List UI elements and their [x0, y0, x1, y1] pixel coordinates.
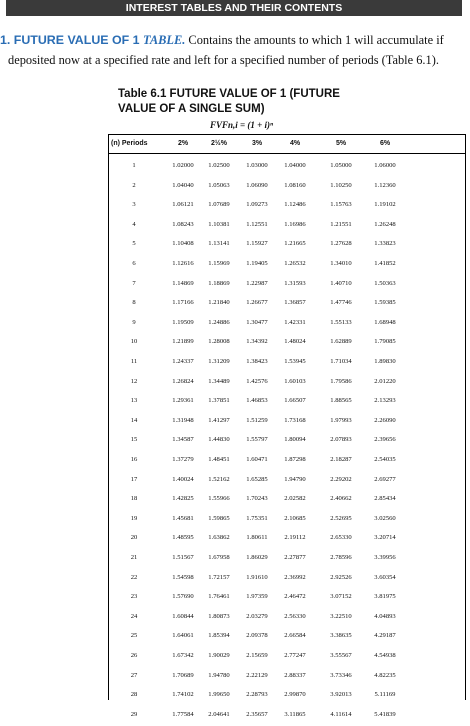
value-cell: 1.34010 — [330, 260, 352, 267]
value-cell: 1.10381 — [208, 220, 230, 228]
value-cell: 1.51259 — [246, 416, 268, 424]
period-cell: 19 — [130, 514, 138, 522]
value-cell: 1.57690 — [172, 593, 194, 601]
value-cell: 1.66507 — [284, 397, 306, 405]
table-row — [109, 314, 465, 334]
value-cell: 1.03000 — [246, 162, 268, 169]
period-cell: 9 — [132, 318, 136, 326]
value-cell: 3.55567 — [330, 652, 352, 659]
table-row — [109, 196, 465, 216]
value-cell: 1.08243 — [172, 220, 194, 228]
column-header: 4% — [289, 140, 301, 147]
value-cell: 1.40710 — [330, 279, 352, 287]
value-cell: 1.06121 — [172, 201, 194, 209]
value-cell: 2.28793 — [246, 691, 268, 699]
value-cell: 1.76461 — [208, 593, 230, 601]
period-cell: 27 — [130, 671, 138, 679]
section-heading-italic: TABLE. — [142, 33, 186, 47]
value-cell: 3.92013 — [330, 691, 352, 699]
period-cell: 24 — [130, 612, 138, 620]
value-cell: 1.37851 — [208, 397, 230, 405]
value-cell: 1.65285 — [246, 475, 268, 483]
value-cell: 1.42576 — [246, 377, 268, 385]
period-cell: 28 — [130, 691, 138, 699]
intro-text-1: Contains the amounts to which 1 will accumulate if — [185, 33, 444, 47]
table-row — [109, 392, 465, 412]
value-cell: 2.04641 — [208, 710, 230, 718]
table-row — [109, 373, 465, 393]
value-cell: 1.09273 — [246, 201, 268, 209]
value-cell: 2.22129 — [246, 671, 268, 679]
value-cell: 1.77584 — [172, 710, 194, 718]
value-cell: 1.72157 — [208, 573, 230, 581]
value-cell: 2.54035 — [374, 456, 396, 463]
value-cell: 2.03279 — [246, 612, 268, 620]
value-cell: 3.73346 — [330, 671, 352, 679]
value-cell: 1.42825 — [172, 495, 194, 503]
value-cell: 1.04040 — [172, 181, 194, 189]
period-cell: 15 — [130, 436, 138, 444]
value-cell: 1.15763 — [330, 201, 352, 209]
value-cell: 4.82235 — [374, 671, 396, 679]
value-cell: 1.12616 — [172, 260, 194, 267]
value-cell: 4.29187 — [374, 632, 396, 640]
table-row — [109, 686, 465, 706]
table-row — [109, 647, 465, 667]
value-cell: 1.31209 — [208, 358, 230, 365]
value-cell: 2.09378 — [246, 632, 268, 640]
value-cell: 1.60471 — [246, 456, 268, 463]
value-cell: 1.94790 — [284, 475, 306, 483]
value-cell: 1.14869 — [172, 279, 194, 287]
value-cell: 1.85394 — [208, 632, 230, 640]
value-cell: 2.85434 — [374, 495, 396, 503]
value-cell: 1.12551 — [246, 220, 268, 228]
formula: FVFn,i = (1 + i)ⁿ — [210, 120, 274, 130]
page-title: INTEREST TABLES AND THEIR CONTENTS — [125, 2, 343, 14]
value-cell: 1.59865 — [208, 514, 230, 522]
table-row — [109, 569, 465, 589]
value-cell: 1.05063 — [208, 181, 230, 189]
value-cell: 1.60844 — [172, 612, 194, 620]
period-cell: 4 — [132, 220, 136, 228]
value-cell: 1.55966 — [208, 495, 230, 503]
value-cell: 4.11614 — [330, 710, 352, 718]
value-cell: 1.67958 — [208, 554, 230, 561]
period-cell: 20 — [130, 534, 138, 542]
value-cell: 2.13293 — [374, 397, 396, 405]
value-cell: 1.41297 — [208, 416, 230, 424]
value-cell: 1.10408 — [172, 240, 194, 248]
value-cell: 1.48024 — [284, 338, 306, 346]
value-cell: 1.02500 — [208, 162, 230, 169]
value-cell: 1.86029 — [246, 554, 268, 561]
value-cell: 1.79586 — [330, 377, 352, 385]
value-cell: 1.26824 — [172, 377, 194, 385]
table-row — [109, 667, 465, 687]
column-header: 2½% — [211, 140, 227, 147]
value-cell: 1.15969 — [208, 260, 230, 267]
value-cell: 1.07689 — [208, 201, 230, 209]
value-cell: 1.19509 — [172, 318, 194, 326]
period-cell: 23 — [130, 593, 138, 601]
intro-line-1 — [0, 30, 470, 50]
value-cell: 2.46472 — [284, 593, 306, 601]
value-cell: 1.10250 — [330, 181, 352, 189]
column-header: 2% — [177, 140, 189, 147]
period-cell: 18 — [130, 495, 138, 503]
value-cell: 1.30477 — [246, 318, 268, 326]
value-cell: 3.07152 — [330, 593, 352, 601]
period-cell: 3 — [132, 201, 136, 209]
value-cell: 3.20714 — [374, 534, 396, 542]
value-cell: 1.46853 — [246, 397, 268, 405]
period-cell: 26 — [130, 652, 138, 659]
table-row — [109, 627, 465, 647]
table-row — [109, 333, 465, 353]
value-cell: 2.10685 — [284, 514, 306, 522]
value-cell: 1.99650 — [208, 691, 230, 699]
value-cell: 1.59385 — [374, 299, 396, 307]
value-cell: 1.33823 — [374, 240, 396, 248]
value-cell: 2.02582 — [284, 495, 306, 503]
value-cell: 1.97359 — [246, 593, 268, 601]
table-row — [109, 275, 465, 295]
table-row — [109, 608, 465, 628]
value-cell: 1.89830 — [374, 358, 396, 365]
table-row — [109, 588, 465, 608]
period-cell: 1 — [132, 162, 136, 169]
table-row — [109, 510, 465, 530]
value-cell: 2.66584 — [284, 632, 306, 640]
value-cell: 2.65330 — [330, 534, 352, 542]
value-cell: 2.35657 — [246, 710, 268, 718]
value-cell: 1.52162 — [208, 475, 230, 483]
value-cell: 1.80873 — [208, 612, 230, 620]
column-header: (n) Periods — [111, 140, 148, 147]
value-cell: 2.40662 — [330, 495, 352, 503]
value-cell: 1.02000 — [172, 162, 194, 169]
period-cell: 10 — [130, 338, 138, 346]
title-bar — [6, 0, 462, 16]
table-row — [109, 451, 465, 471]
value-cell: 1.45681 — [172, 514, 194, 522]
value-cell: 1.75351 — [246, 514, 268, 522]
intro-text-2: deposited now at a specified rate and left for a specified number of periods (Table 6.1). — [8, 53, 439, 67]
value-cell: 2.69277 — [374, 475, 396, 483]
value-cell: 1.70243 — [246, 495, 268, 503]
value-cell: 1.13141 — [208, 240, 230, 248]
value-cell: 1.51567 — [172, 554, 194, 561]
value-cell: 1.26248 — [374, 220, 396, 228]
value-cell: 1.63862 — [208, 534, 230, 542]
value-cell: 4.04893 — [374, 612, 396, 620]
value-cell: 2.19112 — [284, 534, 306, 542]
value-cell: 1.24337 — [172, 358, 194, 365]
period-cell: 2 — [132, 181, 136, 189]
value-cell: 1.68948 — [374, 318, 396, 326]
value-cell: 1.12486 — [284, 201, 306, 209]
value-cell: 1.80611 — [246, 534, 268, 542]
intro-paragraph — [0, 30, 470, 70]
value-cell: 1.41852 — [374, 260, 396, 267]
table-row — [109, 255, 465, 275]
value-cell: 1.55797 — [246, 436, 268, 444]
value-cell: 1.48451 — [208, 456, 230, 463]
period-cell: 11 — [130, 358, 138, 365]
value-cell: 2.29202 — [330, 475, 352, 483]
value-cell: 1.06000 — [374, 162, 396, 169]
value-cell: 1.71034 — [330, 358, 352, 365]
value-cell: 1.80094 — [284, 436, 306, 444]
value-cell: 5.11169 — [374, 691, 396, 699]
period-cell: 14 — [130, 416, 138, 424]
value-cell: 1.50363 — [374, 279, 396, 287]
value-cell: 1.48595 — [172, 534, 194, 542]
period-cell: 21 — [130, 554, 138, 561]
value-cell: 1.60103 — [284, 377, 306, 385]
value-cell: 1.97993 — [330, 416, 352, 424]
table-row — [109, 529, 465, 549]
value-cell: 1.08160 — [284, 181, 306, 189]
column-header: 5% — [335, 140, 347, 147]
value-cell: 2.27877 — [284, 554, 306, 561]
value-cell: 1.44830 — [208, 436, 230, 444]
value-cell: 1.26677 — [246, 299, 268, 307]
value-cell: 1.12360 — [374, 181, 396, 189]
table-caption-line-2: VALUE OF A SINGLE SUM) — [118, 103, 265, 115]
period-cell: 29 — [130, 710, 138, 718]
value-cell: 1.42331 — [284, 318, 306, 326]
value-cell: 1.73168 — [284, 416, 306, 424]
table-row — [109, 353, 465, 373]
value-cell: 2.56330 — [284, 612, 306, 620]
value-cell: 2.77247 — [284, 652, 306, 659]
value-cell: 4.54938 — [374, 652, 396, 659]
value-cell: 3.39956 — [374, 554, 396, 561]
value-cell: 2.36992 — [284, 573, 306, 581]
value-cell: 2.26090 — [374, 416, 396, 424]
value-cell: 1.67342 — [172, 652, 194, 659]
value-cell: 1.24886 — [208, 318, 230, 326]
value-cell: 1.47746 — [330, 299, 352, 307]
value-cell: 1.34587 — [172, 436, 194, 444]
table-row — [109, 235, 465, 255]
period-cell: 7 — [132, 279, 136, 287]
table-header-row — [109, 138, 465, 154]
value-cell: 2.52695 — [330, 514, 352, 522]
table-row — [109, 549, 465, 569]
value-cell: 2.92526 — [330, 573, 352, 581]
value-cell: 1.06090 — [246, 181, 268, 189]
value-cell: 2.01220 — [374, 377, 396, 385]
value-cell: 1.19102 — [374, 201, 396, 209]
value-cell: 2.39656 — [374, 436, 396, 444]
value-cell: 1.54598 — [172, 573, 194, 581]
table-row — [109, 294, 465, 314]
period-cell: 16 — [130, 456, 138, 463]
value-cell: 3.02560 — [374, 514, 396, 522]
period-cell: 12 — [130, 377, 138, 385]
table-row — [109, 471, 465, 491]
value-cell: 2.15659 — [246, 652, 268, 659]
value-cell: 1.28008 — [208, 338, 230, 346]
value-cell: 2.07893 — [330, 436, 352, 444]
table-row — [109, 412, 465, 432]
value-cell: 1.21899 — [172, 338, 194, 346]
value-cell: 1.64061 — [172, 632, 194, 640]
value-cell: 3.11865 — [284, 710, 306, 718]
value-cell: 3.60354 — [374, 573, 396, 581]
period-cell: 17 — [130, 475, 138, 483]
value-cell: 2.78596 — [330, 554, 352, 561]
value-cell: 1.15927 — [246, 240, 268, 248]
value-cell: 3.22510 — [330, 612, 352, 620]
value-cell: 1.62889 — [330, 338, 352, 346]
table-row — [109, 177, 465, 197]
value-cell: 1.04000 — [284, 162, 306, 169]
period-cell: 8 — [132, 299, 136, 307]
table-row — [109, 431, 465, 451]
value-cell: 1.05000 — [330, 162, 352, 169]
value-cell: 1.36857 — [284, 299, 306, 307]
value-cell: 1.21840 — [208, 299, 230, 307]
period-cell: 25 — [130, 632, 138, 640]
table-caption — [118, 87, 418, 117]
value-cell: 1.70689 — [172, 671, 194, 679]
value-cell: 1.55133 — [330, 318, 352, 326]
value-cell: 1.34392 — [246, 338, 268, 346]
table-caption-line-1: Table 6.1 FUTURE VALUE OF 1 (FUTURE — [118, 88, 340, 100]
value-cell: 1.21551 — [330, 220, 352, 228]
value-cell: 1.26532 — [284, 260, 306, 267]
value-cell: 1.74102 — [172, 691, 194, 699]
table-row — [109, 157, 465, 177]
column-header: 6% — [379, 140, 391, 147]
value-cell: 1.53945 — [284, 358, 306, 365]
value-cell: 2.88337 — [284, 671, 306, 679]
value-cell: 1.91610 — [246, 573, 268, 581]
table-row — [109, 216, 465, 236]
value-cell: 1.31948 — [172, 416, 194, 424]
section-heading: 1. FUTURE VALUE OF 1 — [0, 33, 143, 47]
value-cell: 5.41839 — [374, 710, 396, 718]
value-cell: 1.79085 — [374, 338, 396, 346]
value-cell: 3.81975 — [374, 593, 396, 601]
value-cell: 1.17166 — [172, 299, 194, 307]
value-cell: 1.16986 — [284, 220, 306, 228]
period-cell: 13 — [130, 397, 138, 405]
value-cell: 1.21665 — [284, 240, 306, 248]
value-cell: 1.90029 — [208, 652, 230, 659]
value-cell: 1.19405 — [246, 260, 268, 267]
value-cell: 1.31593 — [284, 279, 306, 287]
table-row — [109, 706, 465, 726]
value-cell: 1.87298 — [284, 456, 306, 463]
value-cell: 1.34489 — [208, 377, 230, 385]
value-cell: 3.38635 — [330, 632, 352, 640]
period-cell: 5 — [132, 240, 136, 248]
value-cell: 2.99870 — [284, 691, 306, 699]
value-cell: 1.27628 — [330, 240, 352, 248]
period-cell: 22 — [130, 573, 138, 581]
value-cell: 1.94780 — [208, 671, 230, 679]
column-header: 3% — [251, 140, 263, 147]
value-cell: 1.37279 — [172, 456, 194, 463]
future-value-table — [108, 134, 466, 718]
value-cell: 1.88565 — [330, 397, 352, 405]
table-row — [109, 490, 465, 510]
value-cell: 1.29361 — [172, 397, 194, 405]
value-cell: 1.18869 — [208, 279, 230, 287]
value-cell: 1.38423 — [246, 358, 268, 365]
value-cell: 1.22987 — [246, 279, 268, 287]
value-cell: 2.18287 — [330, 456, 352, 463]
value-cell: 1.40024 — [172, 475, 194, 483]
period-cell: 6 — [132, 260, 136, 267]
